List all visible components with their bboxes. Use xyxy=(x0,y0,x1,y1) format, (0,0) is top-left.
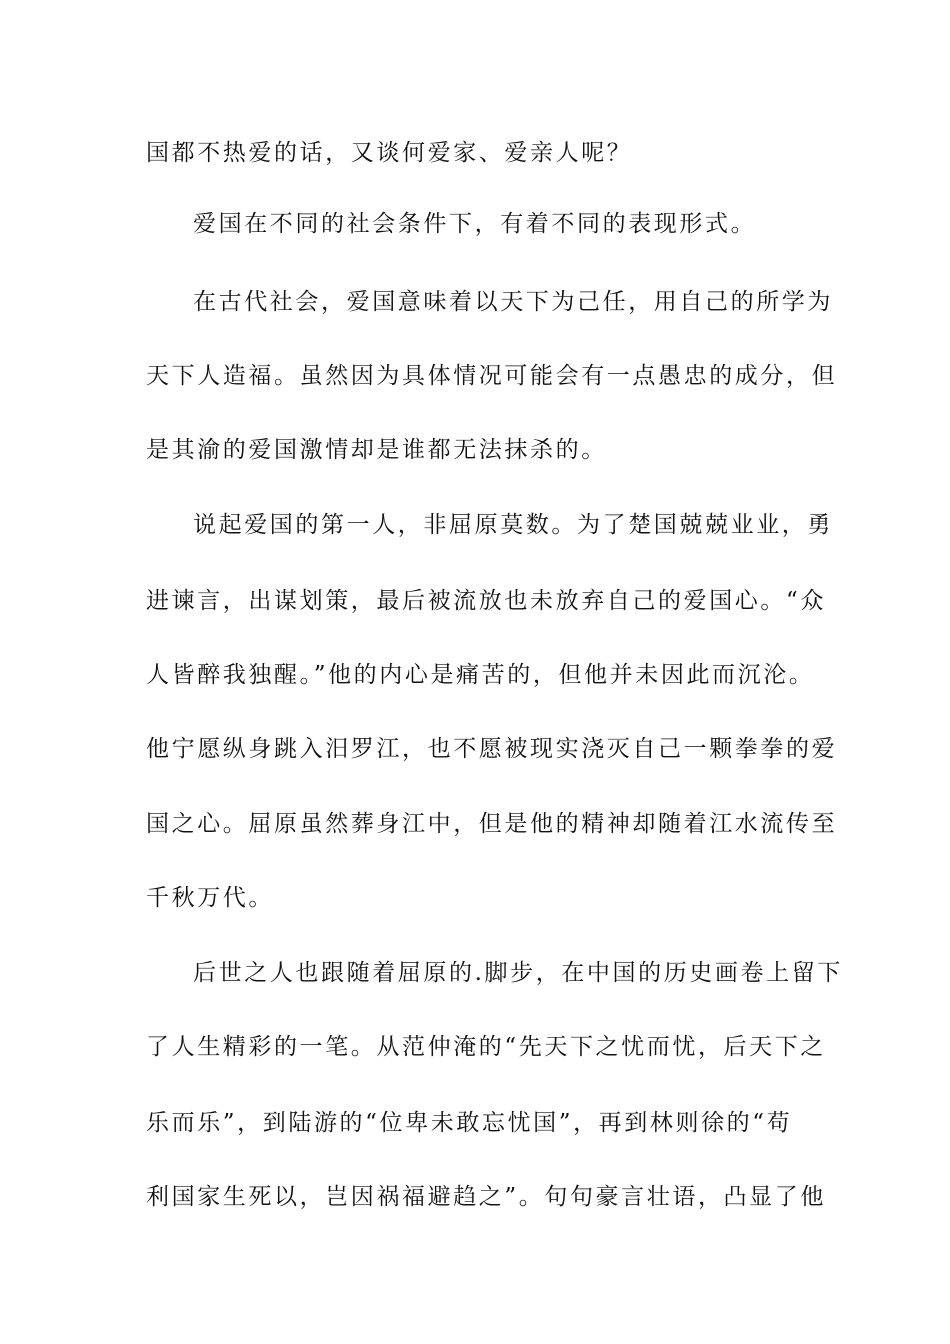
text-line-8: 人皆醉我独醒。”他的内心是痛苦的，但他并未因此而沉沦。 xyxy=(146,662,815,688)
text-line-2: 爱国在不同的社会条件下，有着不同的表现形式。 xyxy=(193,211,757,237)
text-line-11: 千秋万代。 xyxy=(146,885,274,911)
text-line-10: 国之心。屈原虽然葬身江中，但是他的精神却随着江水流传至 xyxy=(146,811,838,837)
text-line-3: 在古代社会，爱国意味着以天下为己任，用自己的所学为 xyxy=(193,289,833,315)
text-line-9: 他宁愿纵身跳入汨罗江，也不愿被现实浇灭自己一颗拳拳的爱 xyxy=(146,736,838,762)
text-line-5: 是其渝的爱国激情却是谁都无法抹杀的。 xyxy=(146,437,607,463)
text-line-7: 进谏言，出谋划策，最后被流放也未放弃自己的爱国心。“众 xyxy=(146,588,826,614)
text-line-15: 利国家生死以，岂因祸福避趋之”。句句豪言壮语，凸显了他 xyxy=(146,1184,826,1210)
text-line-4: 天下人造福。虽然因为具体情况可能会有一点愚忠的成分，但 xyxy=(146,363,838,389)
text-line-14: 乐而乐”，到陆游的“位卑未敢忘忧国”，再到林则徐的“苟 xyxy=(146,1110,793,1136)
text-line-1: 国都不热爱的话，又谈何爱家、爱亲人呢？ xyxy=(146,140,633,166)
text-line-6: 说起爱国的第一人，非屈原莫数。为了楚国兢兢业业，勇 xyxy=(193,512,833,538)
text-line-12: 后世之人也跟随着屈原的.脚步，在中国的历史画卷上留下 xyxy=(193,960,843,986)
text-line-13: 了人生精彩的一笔。从范仲淹的“先天下之忧而忧，后天下之 xyxy=(146,1034,826,1060)
